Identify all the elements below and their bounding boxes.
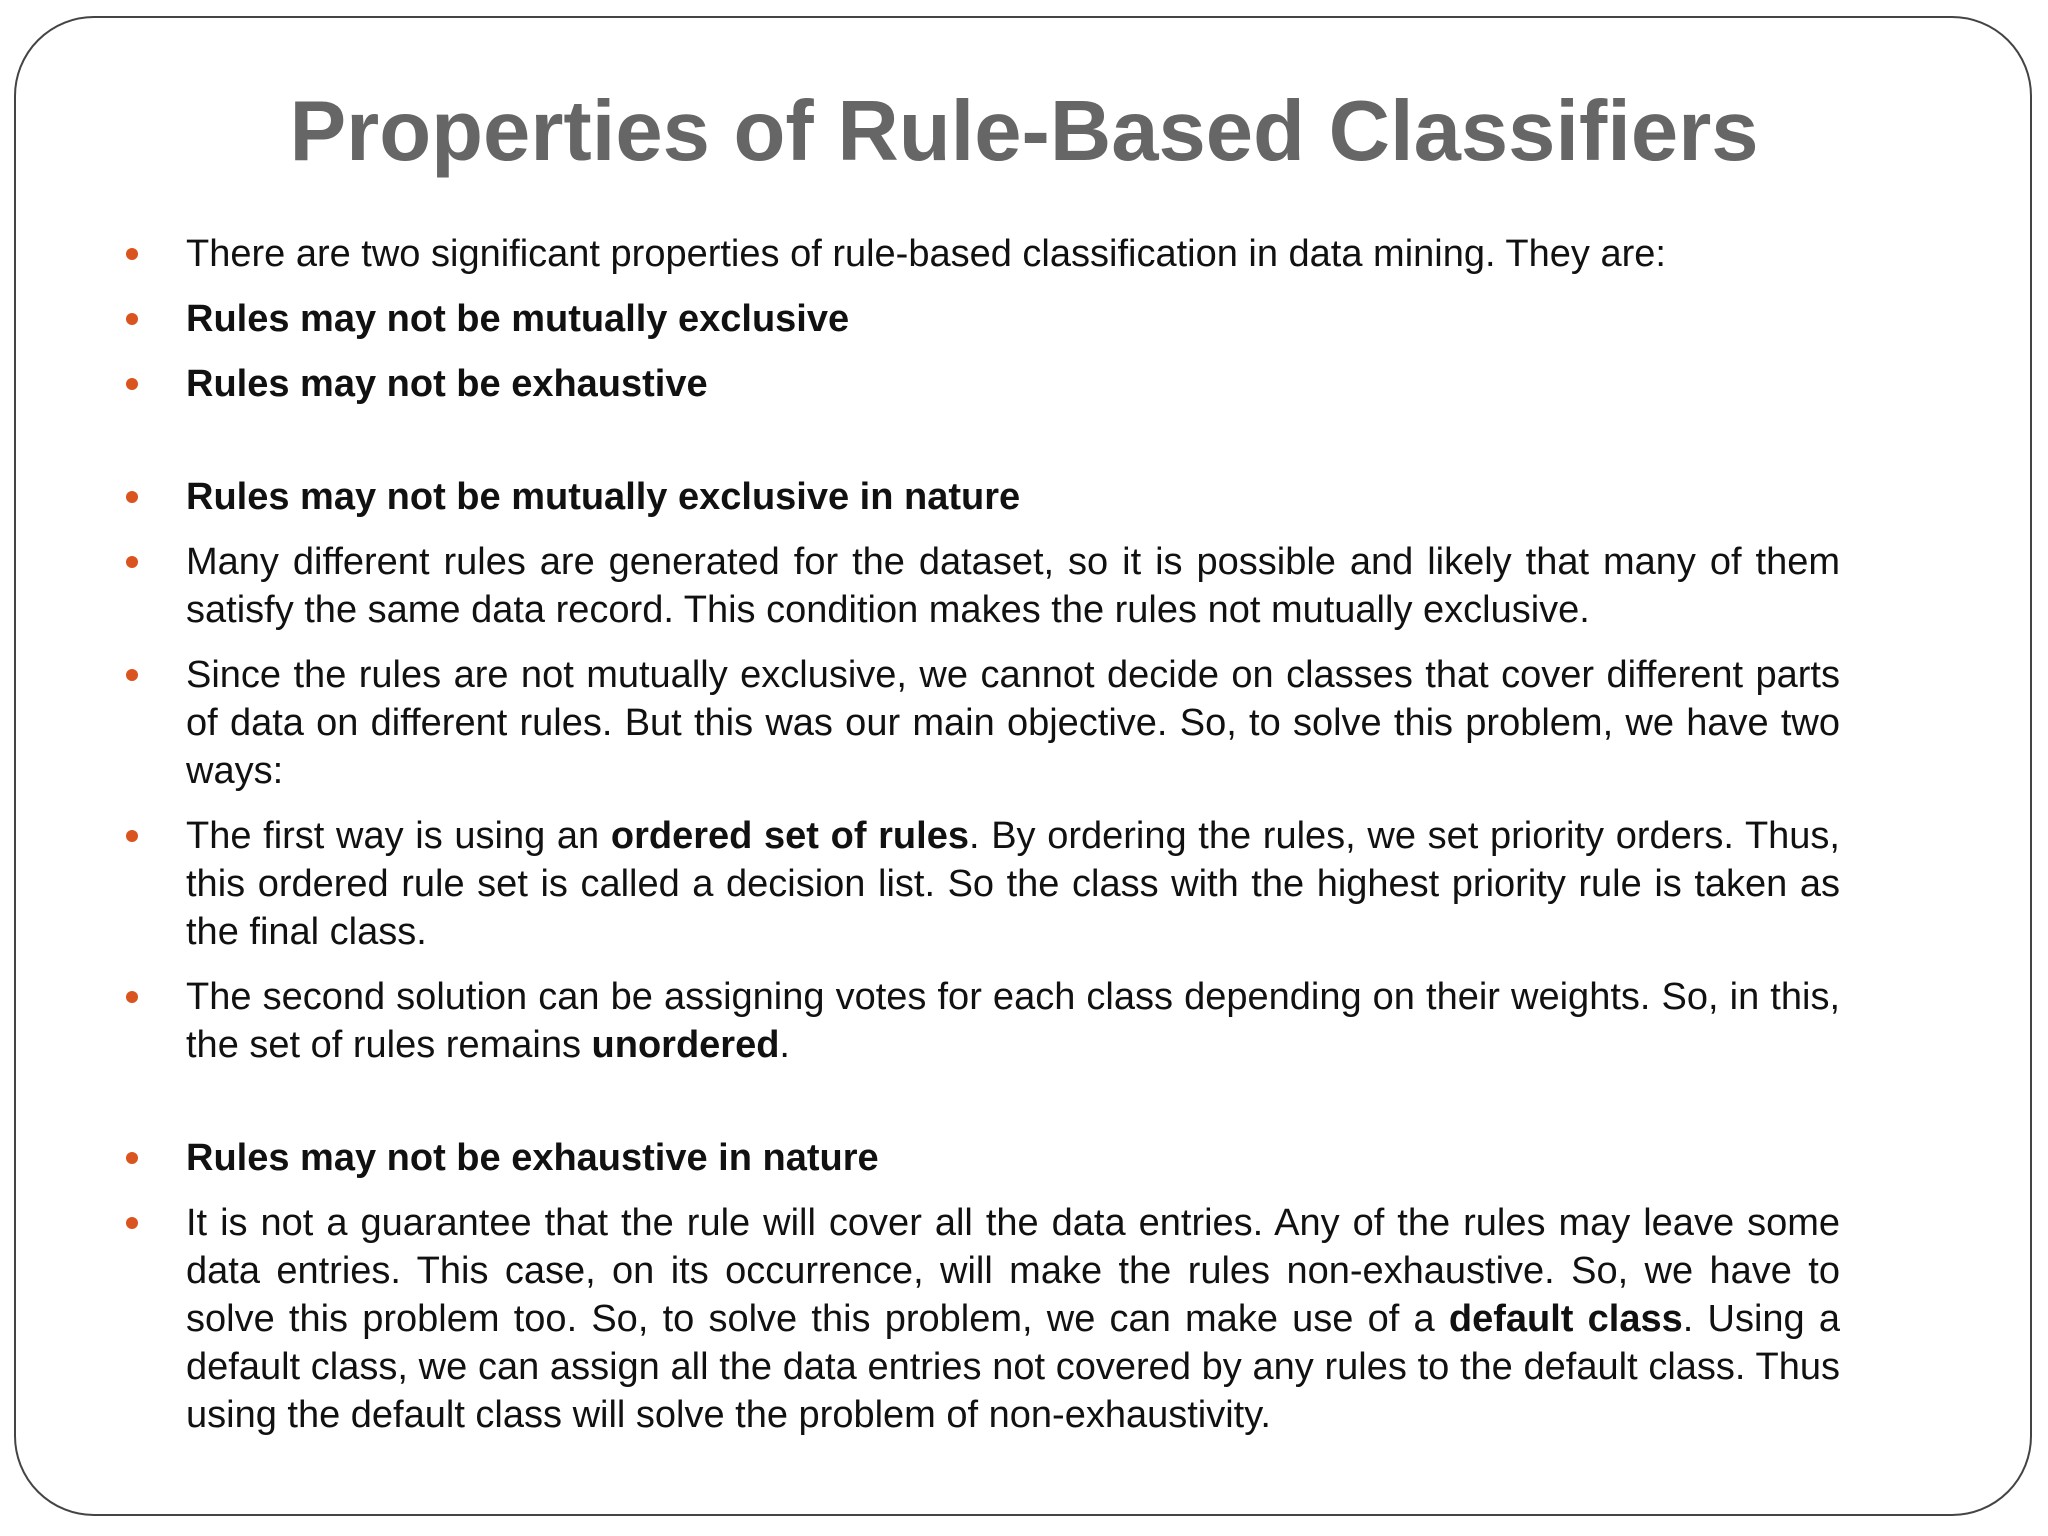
bullet-text-before: The first way is using an bbox=[186, 815, 611, 857]
slide-title: Properties of Rule-Based Classifiers bbox=[289, 84, 1759, 179]
bullet-item-intro bbox=[120, 230, 1840, 278]
bullet-item-ordered-rules bbox=[120, 812, 1840, 956]
bullet-text: Many different rules are generated for the dataset, so it is possible and likely that many of them satisfy the same data record. This condition makes the rules not mutually exclusive. bbox=[186, 541, 1840, 631]
bullet-item-many-rules bbox=[120, 538, 1840, 634]
bullet-dot-icon bbox=[126, 1152, 138, 1164]
bullet-dot-icon bbox=[126, 830, 138, 842]
bullet-text-after: . Using a default class, we can assign all the data entries not covered by any rules to the default class. Thus using the default class will solve the problem of non-exhaustivity. bbox=[186, 1298, 1840, 1436]
bullet-text-bold: default class bbox=[1448, 1298, 1683, 1340]
bullet-item-heading-mutually-exclusive bbox=[120, 473, 1840, 521]
bullet-dot-icon bbox=[126, 669, 138, 681]
bullet-item-two-ways bbox=[120, 651, 1840, 795]
bullet-dot-icon bbox=[126, 991, 138, 1003]
bullet-text-before: It is not a guarantee that the rule will cover all the data entries. Any of the rules may leave some data entries. This case, on its occurrence, will make the rules non-exhaustive. So, we have to solve this problem too. So, to solve this problem, we can make use of a bbox=[186, 1202, 1840, 1340]
bullet-text-bold: unordered bbox=[591, 1024, 780, 1066]
bullet-text: Since the rules are not mutually exclusive, we cannot decide on classes that cover different parts of data on different rules. But this was our main objective. So, to solve this problem, we have two ways: bbox=[186, 654, 1840, 792]
bullet-dot-icon bbox=[126, 248, 138, 260]
bullet-text: Rules may not be mutually exclusive in nature bbox=[186, 476, 1021, 518]
bullet-dot-icon bbox=[126, 378, 138, 390]
bullet-text: Rules may not be mutually exclusive bbox=[186, 298, 850, 340]
bullet-text: Rules may not be exhaustive in nature bbox=[186, 1137, 879, 1179]
bullet-text: Rules may not be exhaustive bbox=[186, 363, 708, 405]
bullet-item-property-1 bbox=[120, 295, 1840, 343]
bullet-list bbox=[120, 230, 1840, 1456]
bullet-item-heading-exhaustive bbox=[120, 1134, 1840, 1182]
bullet-text-before: The second solution can be assigning votes for each class depending on their weights. So, in this, the set of rules remains bbox=[186, 976, 1840, 1066]
bullet-item-property-2 bbox=[120, 360, 1840, 408]
bullet-dot-icon bbox=[126, 313, 138, 325]
bullet-text-after: . By ordering the rules, we set priority orders. Thus, this ordered rule set is called a decision list. So the class with the highest priority rule is taken as the final class. bbox=[186, 815, 1840, 953]
bullet-text: There are two significant properties of rule-based classification in data mining. They are: bbox=[186, 233, 1666, 275]
bullet-text-after: . bbox=[779, 1024, 790, 1066]
bullet-text-bold: ordered set of rules bbox=[610, 815, 969, 857]
bullet-dot-icon bbox=[126, 1217, 138, 1229]
bullet-dot-icon bbox=[126, 491, 138, 503]
bullet-item-default-class bbox=[120, 1199, 1840, 1439]
bullet-dot-icon bbox=[126, 556, 138, 568]
bullet-item-unordered-rules bbox=[120, 973, 1840, 1069]
